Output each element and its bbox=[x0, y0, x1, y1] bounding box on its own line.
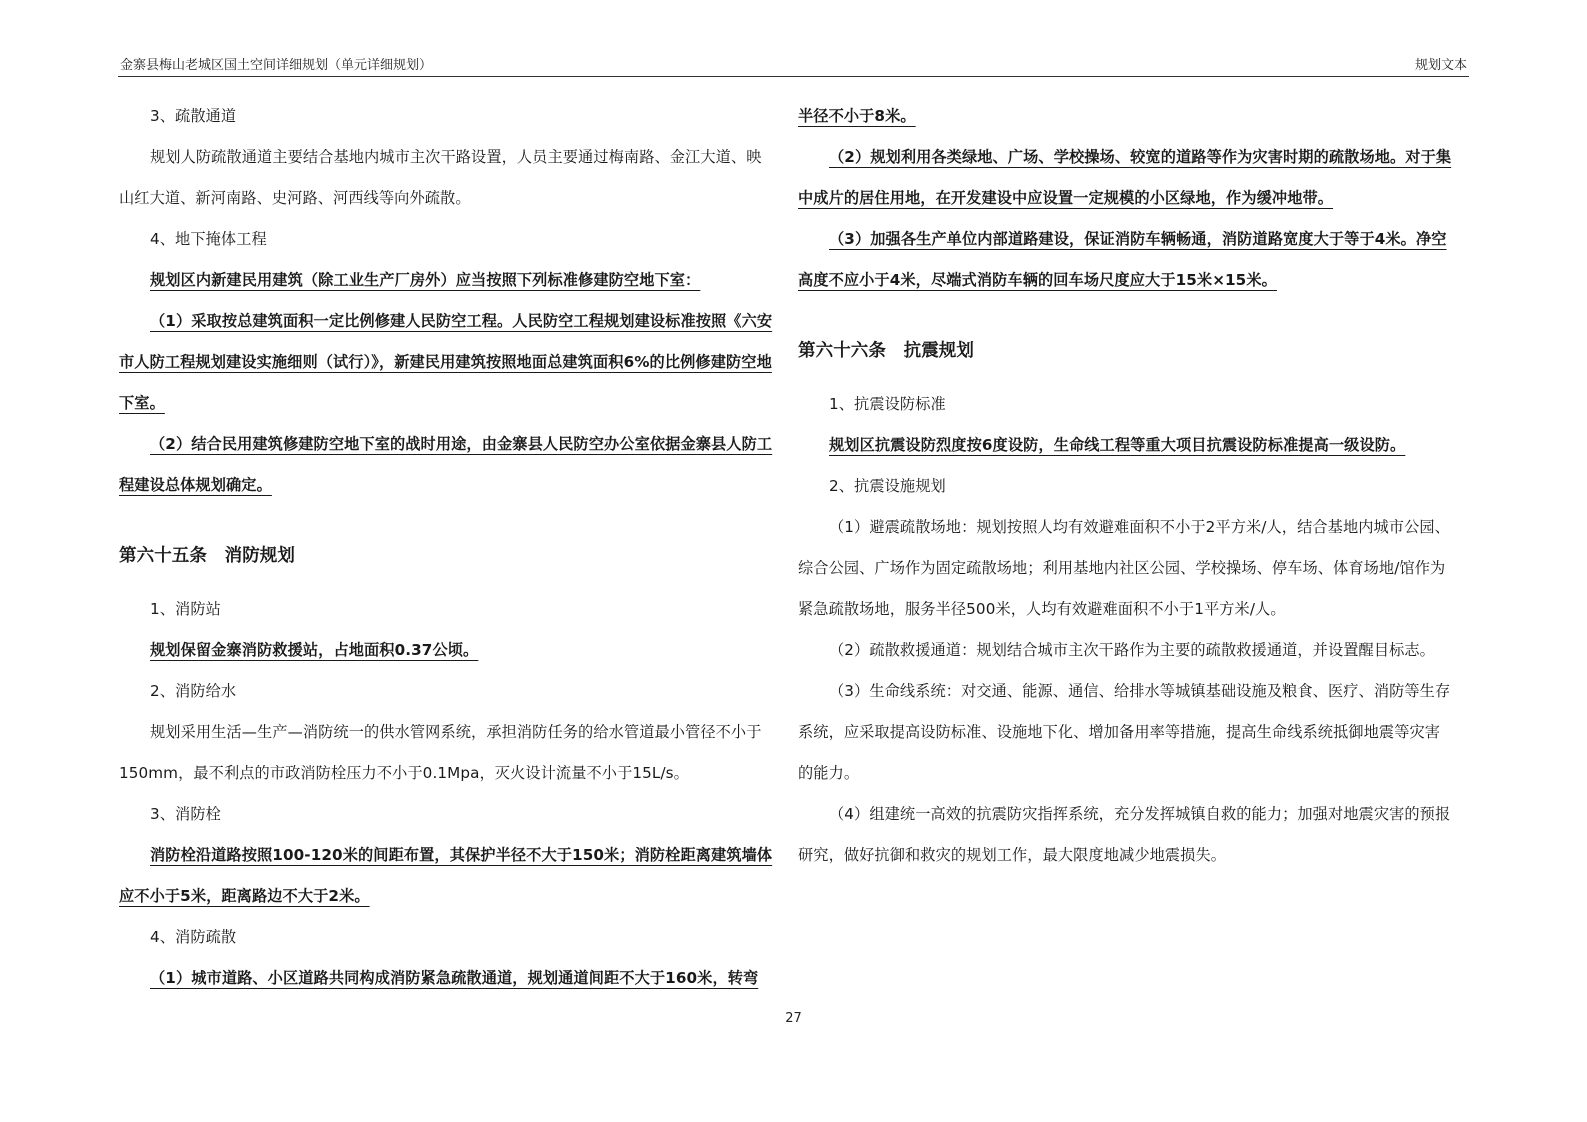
paragraph-seismic-item-1: （1）避震疏散场地：规划按照人均有效避难面积不小于2平方米/人，结合基地内城市公园、综合公园、广场作为固定疏散场地；利用基地内社区公园、学校操场、停车场、体育场地/馆作为紧急疏散场地，服务半径500米，人均有效避难面积不小于1平方米/人。 bbox=[798, 518, 1450, 618]
paragraph-fire-evacuation-item-3: （3）加强各生产单位内部道路建设，保证消防车辆畅通，消防道路宽度大于等于4米。净空高度不应小于4米，尽端式消防车辆的回车场尺度应大于15米×15米。 bbox=[798, 230, 1447, 289]
paragraph-seismic-item-3: （3）生命线系统：对交通、能源、通信、给排水等城镇基础设施及粮食、医疗、消防等生存系统，应采取提高设防标准、设施地下化、增加备用率等措施，提高生命线系统抵御地震等灾害的能力。 bbox=[798, 682, 1451, 782]
subheading-fire-station: 1、消防站 bbox=[150, 600, 221, 618]
paragraph-shelter-item-1: （1）采取按总建筑面积一定比例修建人民防空工程。人民防空工程规划建设标准按照《六安市人防工程规划建设实施细则（试行）》，新建民用建筑按照地面总建筑面积6%的比例修建防空地下室。 bbox=[119, 312, 773, 412]
document-type: 规划文本 bbox=[1414, 58, 1467, 73]
paragraph-fire-evacuation-item-1: （1）城市道路、小区道路共同构成消防紧急疏散通道，规划通道间距不大于160米，转弯 bbox=[150, 969, 759, 987]
subheading-evacuation-channel: 3、疏散通道 bbox=[150, 107, 237, 125]
article-heading-fire-planning: 第六十五条 消防规划 bbox=[119, 546, 295, 566]
subheading-fire-water-supply: 2、消防给水 bbox=[150, 682, 237, 700]
page-header bbox=[118, 52, 1469, 77]
left-column bbox=[119, 96, 774, 999]
article-heading-seismic-planning: 第六十六条 抗震规划 bbox=[798, 341, 974, 361]
paragraph-seismic-standard: 规划区抗震设防烈度按6度设防，生命线工程等重大项目抗震设防标准提高一级设防。 bbox=[829, 436, 1406, 454]
right-column bbox=[798, 96, 1453, 876]
paragraph-fire-water-supply: 规划采用生活—生产—消防统一的供水管网系统，承担消防任务的给水管道最小管径不小于150mm，最不利点的市政消防栓压力不小于0.1Mpa，灭火设计流量不小于15L/s。 bbox=[119, 723, 762, 782]
paragraph-fire-hydrant: 消防栓沿道路按照100-120米的间距布置，其保护半径不大于150米；消防栓距离建筑墙体应不小于5米，距离路边不大于2米。 bbox=[119, 846, 773, 905]
paragraph-seismic-item-4: （4）组建统一高效的抗震防灾指挥系统，充分发挥城镇自救的能力；加强对地震灾害的预报研究，做好抗御和救灾的规划工作，最大限度地减少地震损失。 bbox=[798, 805, 1451, 864]
paragraph-seismic-item-2: （2）疏散救援通道：规划结合城市主次干路作为主要的疏散救援通道，并设置醒目标志。 bbox=[829, 641, 1435, 659]
paragraph-evacuation-channel: 规划人防疏散通道主要结合基地内城市主次干路设置，人员主要通过梅南路、金江大道、映山红大道、新河南路、史河路、河西线等向外疏散。 bbox=[119, 148, 762, 207]
page-number: 27 bbox=[785, 1011, 802, 1026]
subheading-seismic-standard: 1、抗震设防标准 bbox=[829, 395, 946, 413]
paragraph-shelter-item-2: （2）结合民用建筑修建防空地下室的战时用途，由金寨县人民防空办公室依据金寨县人防工程建设总体规划确定。 bbox=[119, 435, 773, 494]
document-title: 金寨县梅山老城区国土空间详细规划（单元详细规划） bbox=[120, 58, 433, 73]
paragraph-fire-station: 规划保留金寨消防救援站，占地面积0.37公顷。 bbox=[150, 641, 479, 659]
subheading-fire-evacuation: 4、消防疏散 bbox=[150, 928, 237, 946]
subheading-fire-hydrant: 3、消防栓 bbox=[150, 805, 221, 823]
paragraph-fire-evacuation-item-2: （2）规划利用各类绿地、广场、学校操场、较宽的道路等作为灾害时期的疏散场地。对于集中成片的居住用地，在开发建设中应设置一定规模的小区绿地，作为缓冲地带。 bbox=[798, 148, 1452, 207]
subheading-underground-shelter: 4、地下掩体工程 bbox=[150, 230, 267, 248]
subheading-seismic-facilities: 2、抗震设施规划 bbox=[829, 477, 946, 495]
paragraph-shelter-standard: 规划区内新建民用建筑（除工业生产厂房外）应当按照下列标准修建防空地下室： bbox=[150, 271, 701, 289]
paragraph-fire-evacuation-continued: 半径不小于8米。 bbox=[798, 107, 916, 125]
